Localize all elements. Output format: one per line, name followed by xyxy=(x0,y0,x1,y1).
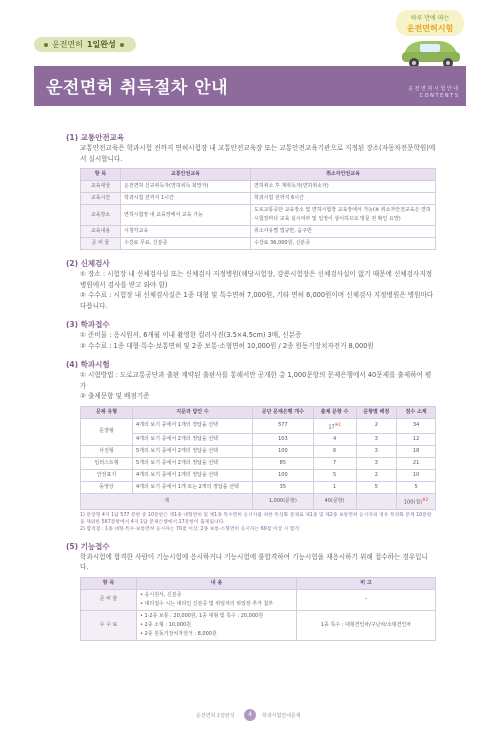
section-heading: (1) 교통안전교육 xyxy=(66,133,125,142)
table-cell: 교육시간 xyxy=(81,193,121,205)
table-header: 교통안전교육 xyxy=(121,169,251,181)
table-cell: 4개의 보기 중에서 1개의 정답을 선택 xyxy=(133,470,253,482)
table-cell: 1,000(문항) xyxy=(253,494,314,510)
table-cell: 1 xyxy=(313,482,356,494)
table-cell: 문장형 xyxy=(81,418,133,446)
table-cell: 5 xyxy=(313,470,356,482)
list-item: ② 수수료 : 시험장 내 신체검사실은 1종 대형 및 특수면허 7,000원, 기타 면허 6,000원이며 신체검사 지정병원은 병원마다 다릅니다. xyxy=(80,291,434,310)
table-cell: 5 xyxy=(397,482,436,494)
list-item: ① 장소 : 시험장 내 신체검사실 또는 신체검사 지정병원(해당시험장, 강릉시험장은 신체검사실이 없기 때문에 신체검사지정병원에서 검사를 받고 와야 함) xyxy=(80,270,433,289)
table-cell: 7 xyxy=(313,458,356,470)
footer-left: 운전면허 1일완성 xyxy=(196,713,235,719)
table-cell: 21 xyxy=(397,458,436,470)
logo-top-text: 하루 만에 따는 xyxy=(410,15,450,22)
table-cell: 학과시험 전까지 1시간 xyxy=(121,193,251,205)
cell-value: 17 xyxy=(328,424,335,431)
table-cell: 5 xyxy=(356,482,397,494)
table-cell: 6 xyxy=(313,446,356,458)
table-row xyxy=(81,181,436,193)
footnote-mark: ※2 xyxy=(422,497,429,503)
page-title: 운전면허 취득절차 안내 xyxy=(46,78,229,98)
table-cell: 2 xyxy=(356,470,397,482)
table-cell xyxy=(313,418,356,434)
table-cell: – xyxy=(297,589,436,610)
table-header-row xyxy=(81,577,436,589)
table-row xyxy=(81,205,436,226)
table-row xyxy=(81,610,436,640)
table-header: 취소자안전교육 xyxy=(251,169,436,181)
table-cell: 준 비 물 xyxy=(81,589,137,610)
table-row xyxy=(81,418,436,434)
footnote-mark: ※1 xyxy=(334,421,341,427)
table-cell: 40(문항) xyxy=(313,494,356,510)
table-cell: 5개의 보기 중에서 2개의 정답을 선택 xyxy=(133,458,253,470)
main-content xyxy=(66,124,436,643)
table-cell: 35 xyxy=(253,482,314,494)
series-label: 운전면허 xyxy=(52,40,83,49)
list-item: ② 수수료 : 1종 대형·특수·보통면허 및 2종 보통·소형면허 10,000원 / 2종 원동기장치자전거 8,000원 xyxy=(80,341,374,350)
table-cell: 85 xyxy=(253,458,314,470)
list-item: ① 시험방법 : 도로교통공단과 출판 계약된 출판사를 통해서만 공개한 총 1,000문항의 문제은행에서 40문제를 출제하여 평가 xyxy=(80,371,432,390)
list-item: ① 준비물 : 응시원서, 6개월 이내 촬영한 컬러사진(3.5×4.5cm) 3매, 신분증 xyxy=(80,331,302,339)
table-cell: 100 xyxy=(253,470,314,482)
table-cell: 일러스트형 xyxy=(81,458,133,470)
table-cell: 면허시험장 내 교육장에서 교육 가능 xyxy=(121,205,251,226)
table-cell: 동영상 xyxy=(81,482,133,494)
table-cell: 수강료 무료, 신분증 xyxy=(121,238,251,250)
footer-right: 학과시험안내문제 xyxy=(262,713,301,719)
bullet-icon xyxy=(120,43,124,47)
table-row xyxy=(81,589,436,610)
table-cell: 12 xyxy=(397,434,436,446)
table-cell: 3 xyxy=(356,446,397,458)
table-cell: 안전표지 xyxy=(81,470,133,482)
section-heading: (2) 신체검사 xyxy=(66,259,110,268)
table-cell: • 1·2종 보통 : 20,000원, 1종 대형 및 특수 : 20,000원 • 2종 소형 : 10,000원 • 2종 원동기장치자전거 : 8,000원 xyxy=(137,610,297,640)
section-paragraph: 학과시험에 합격한 사람이 기능시험에 응시하거나 기능시험에 불합격하여 기능시험을 재응시하기 위해 접수하는 경우입니다. xyxy=(80,552,428,572)
table-header-row xyxy=(81,406,436,418)
education-table xyxy=(80,168,436,250)
table-sum-row xyxy=(81,494,436,510)
table-cell: 4개의 보기 중에서 1개의 정답을 선택 xyxy=(133,418,253,434)
table-row xyxy=(81,193,436,205)
table-cell: 4개의 보기 중에서 2개의 정답을 선택 xyxy=(133,434,253,446)
table-cell: 교육대상 xyxy=(81,181,121,193)
table-cell: 18 xyxy=(397,446,436,458)
section-paragraph: 교통안전교육은 학과시험 전까지 면허시험장 내 교통안전교육장 또는 교통안전교육기관으로 지정된 장소(자동차전문학원)에서 실시합니다. xyxy=(80,144,436,163)
table-cell: 10 xyxy=(397,470,436,482)
table-header: 문항별 배점 xyxy=(356,406,397,418)
table-cell: 도로교통공단 교육장소 및 면허시험장 교육장에서 가능(※ 취소자안전교육은 면허시험장마다 교육 실시여부 및 일정이 상이하므로 방문 전 확인 요망) xyxy=(251,205,436,226)
table-cell: • 응시원서, 신분증 • 대리접수 시는 대리인 신분증 및 위임자의 위임장 추가 첨부 xyxy=(137,589,297,610)
table-row xyxy=(81,470,436,482)
title-band xyxy=(34,66,466,106)
side-line2: C O N T E N T S xyxy=(419,93,458,99)
logo-main-text: 운전면허시험 xyxy=(406,24,454,33)
table-cell xyxy=(356,494,397,510)
table-cell: 1종 특수 : 대형견인차/구난차/소형견인차 xyxy=(297,610,436,640)
table-row xyxy=(81,434,436,446)
table-cell: 100 xyxy=(253,446,314,458)
exam-score-table xyxy=(80,406,436,510)
table-cell: 2 xyxy=(356,418,397,434)
section-heading: (5) 기능접수 xyxy=(66,541,110,551)
table-cell: 수 수 료 xyxy=(81,610,137,640)
table-cell: 4 xyxy=(313,434,356,446)
footnote: 2) 합격점 : 1종 대형·특수·보통면허 응시자는 70점 이상, 2종 보통·소형면허 응시자는 60점 이상 시 합격 xyxy=(80,526,300,532)
table-header: 출제 문항 수 xyxy=(313,406,356,418)
table-row xyxy=(81,238,436,250)
table-row xyxy=(81,226,436,238)
table-cell: 577 xyxy=(253,418,314,434)
skill-application-table xyxy=(80,577,436,641)
table-cell: 사진형 xyxy=(81,446,133,458)
section-heading: (3) 학과접수 xyxy=(66,320,110,329)
table-cell: 5개의 보기 중에서 2개의 정답을 선택 xyxy=(133,446,253,458)
table-header: 비 고 xyxy=(297,577,436,589)
table-cell: 학과시험 전까지 6시간 xyxy=(251,193,436,205)
table-cell: 운전면허 신규취득자(면허취득 희망자) xyxy=(121,181,251,193)
table-cell: 34 xyxy=(397,418,436,434)
table-cell: 면허취소 후 재취득자(면허취소자) xyxy=(251,181,436,193)
footnote: 1) 문장형 4지 1답 577 문항 중 10문항은 제1종 대형면허 및 제1종 특수면허 응시자를 위한 특성화 문제로 제1종 및 제2종 보통면허 응시자의 경우 특성화 문제 10문항을 제외한 567문항에서 4지 1답 문제은행에서 17문항이 출제됩니다. xyxy=(80,512,432,525)
title-side xyxy=(408,86,458,100)
table-header: 점수 소계 xyxy=(397,406,436,418)
table-cell: 교육장소 xyxy=(81,205,121,226)
table-header-row xyxy=(81,169,436,181)
page-number: 4 xyxy=(244,709,256,721)
car-logo-icon xyxy=(392,6,468,70)
table-header: 지문과 답안 수 xyxy=(133,406,253,418)
table-cell: 교육내용 xyxy=(81,226,121,238)
table-header: 항 목 xyxy=(81,169,121,181)
cell-value: 100(점) xyxy=(403,499,423,506)
page-header xyxy=(0,0,500,112)
table-cell: 3 xyxy=(356,458,397,470)
table-cell: 수강료 36,000원, 신분증 xyxy=(251,238,436,250)
table-header: 내 용 xyxy=(137,577,297,589)
table-cell xyxy=(397,494,436,510)
series-pill xyxy=(34,37,136,52)
table-cell: 3 xyxy=(356,434,397,446)
table-row xyxy=(81,446,436,458)
side-line1: 운 전 면 허 시 험 안 내 xyxy=(408,86,458,92)
list-item: ② 출제문항 및 배점기준 xyxy=(80,392,150,400)
table-cell: 취소사유별 법규반, 음주반 xyxy=(251,226,436,238)
series-bold: 1일완성 xyxy=(86,40,116,49)
table-header: 항 목 xyxy=(81,577,137,589)
table-cell: 103 xyxy=(253,434,314,446)
bullet-icon xyxy=(44,43,48,47)
table-cell: 4개의 보기 중에서 1개 또는 2개의 정답을 선택 xyxy=(133,482,253,494)
table-header: 문제 유형 xyxy=(81,406,133,418)
table-cell: 계 xyxy=(81,494,253,510)
section-heading: (4) 학과시험 xyxy=(66,360,110,369)
logo-illustration xyxy=(392,6,468,70)
page-footer xyxy=(0,706,500,726)
table-cell: 준 비 물 xyxy=(81,238,121,250)
table-row xyxy=(81,458,436,470)
table-row xyxy=(81,482,436,494)
table-cell: 시청각교육 xyxy=(121,226,251,238)
table-header: 공단 문제은행 개수 xyxy=(253,406,314,418)
